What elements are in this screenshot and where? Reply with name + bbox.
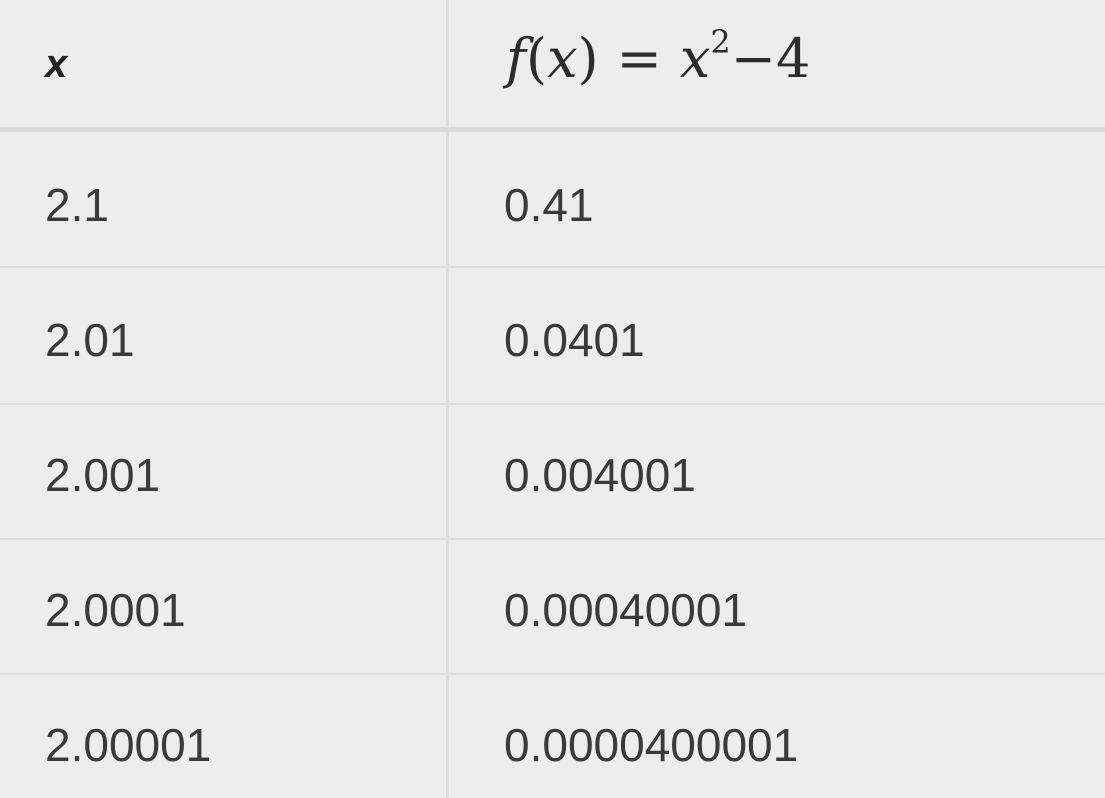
header-divider — [0, 127, 1105, 132]
row-divider — [0, 538, 1105, 540]
row-5-fx: 0.0000400001 — [504, 719, 799, 771]
header-fx-formula — [506, 23, 811, 90]
row-divider — [0, 266, 1105, 268]
formula-exponent: 2 — [710, 23, 731, 61]
row-4-fx: 0.00040001 — [504, 584, 748, 636]
formula-func: f — [506, 27, 526, 90]
column-divider — [446, 0, 449, 798]
formula-open-paren: ( — [526, 27, 548, 90]
formula-equals: = — [616, 27, 662, 90]
row-3-x: 2.001 — [45, 449, 161, 501]
row-divider — [0, 403, 1105, 405]
formula-minus: − — [730, 27, 776, 90]
row-3-fx: 0.004001 — [504, 449, 696, 501]
row-1-x: 2.1 — [45, 179, 109, 231]
header-x: x — [45, 42, 68, 86]
row-4-x: 2.0001 — [45, 584, 186, 636]
formula-base: x — [679, 27, 711, 90]
formula-const: 4 — [775, 27, 811, 90]
row-2-x: 2.01 — [45, 314, 135, 366]
row-divider — [0, 673, 1105, 675]
row-5-x: 2.00001 — [45, 719, 212, 771]
formula-var: x — [547, 27, 578, 90]
row-2-fx: 0.0401 — [504, 314, 645, 366]
row-1-fx: 0.41 — [504, 179, 594, 231]
formula-close-paren: ) — [577, 27, 599, 90]
